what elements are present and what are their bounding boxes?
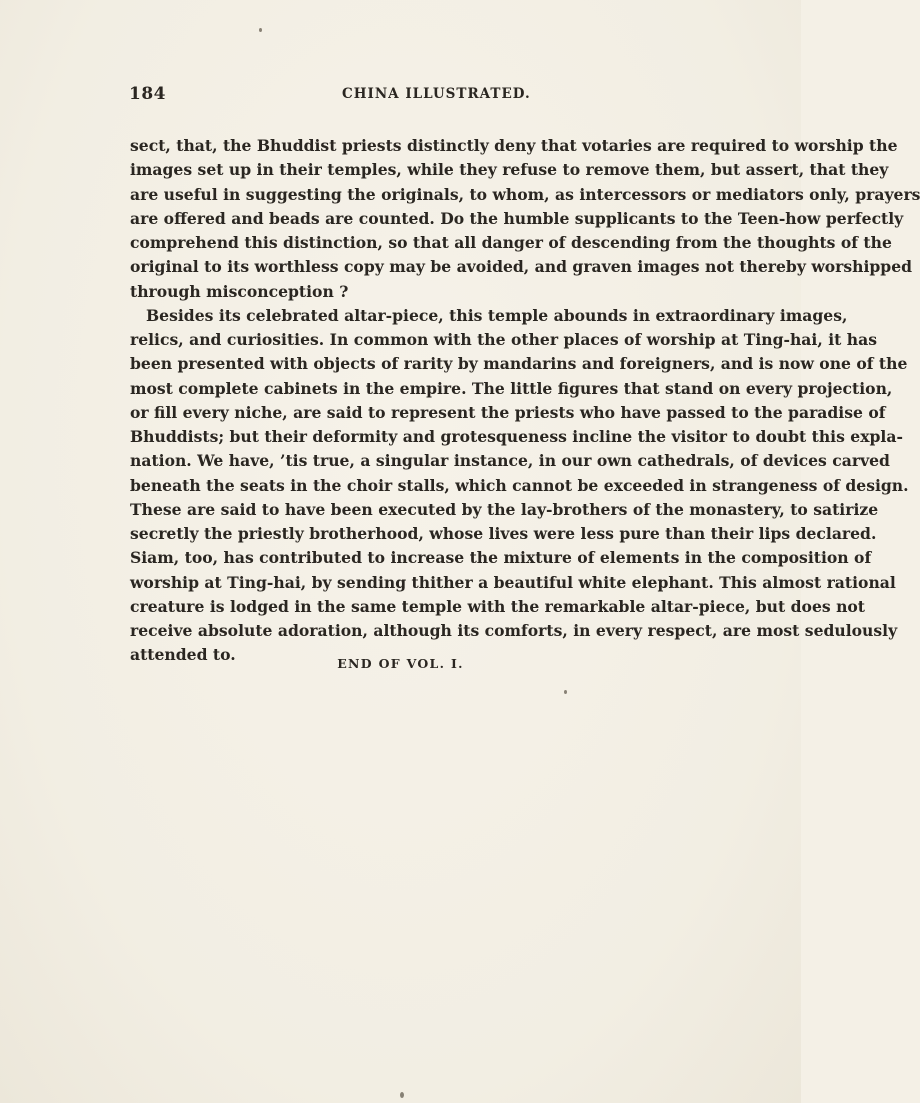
end-of-volume-note: END OF VOL. I. xyxy=(337,656,464,671)
text-line: original to its worthless copy may be avoided, and graven images not thereby worshipped xyxy=(130,257,913,277)
text-line: creature is lodged in the same temple with the remarkable altar-piece, but does not xyxy=(130,596,866,616)
text-line: most complete cabinets in the empire. The little figures that stand on every projection, xyxy=(130,378,893,398)
text-line: through misconception ? xyxy=(130,281,349,301)
running-head xyxy=(129,84,691,106)
paper-speck xyxy=(259,28,262,32)
text-line: nation. We have, ’tis true, a singular instance, in our own cathedrals, of devices carved xyxy=(130,451,890,471)
text-line: worship at Ting-hai, by sending thither a beautiful white elephant. This almost rational xyxy=(130,572,896,592)
text-line: attended to. xyxy=(130,645,236,665)
text-line: Bhuddists; but their deformity and grotesqueness incline the visitor to doubt this expla- xyxy=(130,427,903,446)
text-line: images set up in their temples, while they refuse to remove them, but assert, that they xyxy=(130,160,889,180)
text-line: secretly the priestly brotherhood, whose lives were less pure than their lips declared. xyxy=(130,524,877,543)
paper-speck xyxy=(400,1092,404,1098)
text-line: are offered and beads are counted. Do the humble supplicants to the Teen-how perfectly xyxy=(130,208,904,228)
text-line: sect, that, the Bhuddist priests distinctly deny that votaries are required to worship the xyxy=(130,136,898,155)
text-line: Siam, too, has contributed to increase the mixture of elements in the composition of xyxy=(130,548,872,568)
running-title: CHINA ILLUSTRATED. xyxy=(342,86,531,102)
text-line: or fill every niche, are said to represent the priests who have passed to the paradise of xyxy=(130,402,886,422)
paragraph-1 xyxy=(130,134,920,304)
text-line: relics, and curiosities. In common with the other places of worship at Ting-hai, it has xyxy=(130,330,877,349)
paper-speck xyxy=(564,690,567,694)
text-line: beneath the seats in the choir stalls, which cannot be exceeded in strangeness of design. xyxy=(130,475,909,495)
body-text xyxy=(130,134,920,668)
text-line: comprehend this distinction, so that all danger of descending from the thoughts of the xyxy=(130,233,892,252)
text-line: Besides its celebrated altar-piece, this temple abounds in extraordinary images, xyxy=(146,305,848,325)
paragraph-2 xyxy=(130,304,909,668)
text-line: been presented with objects of rarity by mandarins and foreigners, and is now one of the xyxy=(130,354,908,374)
page-number: 184 xyxy=(129,84,166,104)
text-line: These are said to have been executed by the lay-brothers of the monastery, to satirize xyxy=(130,499,879,519)
text-line: receive absolute adoration, although its comforts, in every respect, are most sedulously xyxy=(130,621,898,640)
text-line: are useful in suggesting the originals, to whom, as intercessors or mediators only, prayers xyxy=(130,184,920,204)
